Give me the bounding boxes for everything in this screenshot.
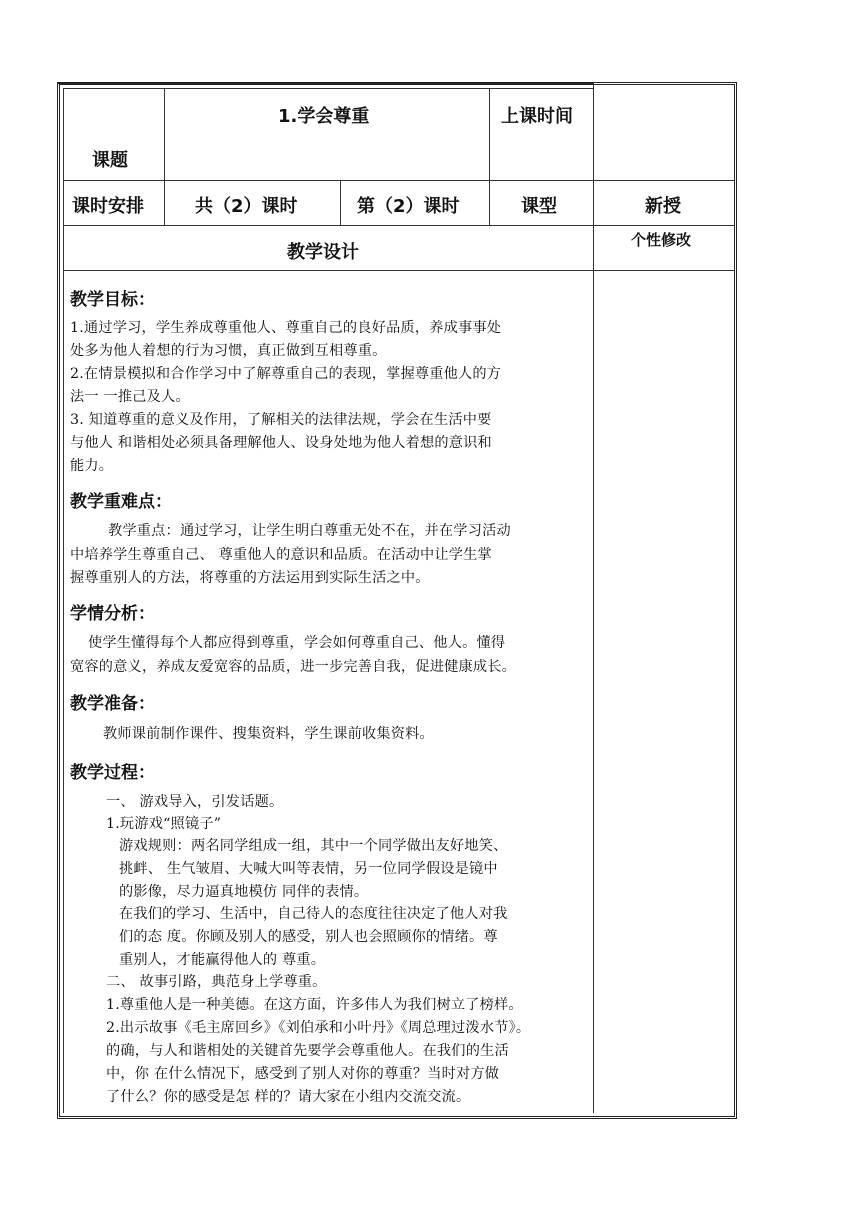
key-points-title: 教学重难点：: [70, 492, 172, 512]
key-points-line: 中培养学生尊重自己、 尊重他人的意识和品质。在活动中让学生掌: [70, 547, 492, 563]
personal-edit-label: 个性修改: [631, 231, 692, 249]
objectives-line: 2.在情景模拟和合作学习中了解尊重自己的表现，掌握尊重他人的方: [70, 366, 502, 382]
lesson-type-label: 课型: [521, 196, 557, 217]
process-line: 的影像，尽力逼真地模仿 同伴的表情。: [119, 884, 369, 900]
process-line: 了什么？你的感受是怎 样的？请大家在小组内交流交流。: [106, 1089, 471, 1105]
class-time-label: 上课时间: [501, 106, 573, 127]
topic-value: 1.学会尊重: [278, 106, 370, 127]
objectives-line: 1.通过学习，学生养成尊重他人、尊重自己的良好品质，养成事事处: [70, 320, 502, 336]
col-line-left: [63, 88, 64, 1113]
objectives-line: 能力。: [70, 458, 114, 474]
process-line: 1.玩游戏“照镜子”: [106, 816, 222, 832]
col-line-3: [489, 88, 490, 225]
preparation-title: 教学准备：: [70, 694, 155, 714]
analysis-title: 学情分析：: [70, 604, 155, 624]
analysis-line: 宽容的意义，养成友爱宽容的品质，进一步完善自我，促进健康成长。: [70, 659, 517, 675]
key-points-line: 握尊重别人的方法，将尊重的方法运用到实际生活之中。: [70, 570, 430, 586]
topic-label: 课题: [92, 150, 128, 171]
table-top-border: [57, 82, 593, 84]
objectives-line: 与他人 和谐相处必须具备理解他人、设身处地为他人着想的意识和: [70, 435, 492, 451]
row-line-2: [63, 225, 734, 226]
row-line-3: [63, 270, 734, 271]
objectives-title: 教学目标：: [70, 290, 155, 310]
process-line: 重别人，才能赢得他人的 尊重。: [119, 952, 326, 968]
col-line-4: [593, 82, 594, 1113]
current-period: 第（2）课时: [357, 196, 460, 217]
analysis-line: 使学生懂得每个人都应得到尊重，学会如何尊重自己、他人。懂得: [88, 635, 506, 651]
process-line: 二、 故事引路，典范身上学尊重。: [106, 974, 327, 990]
objectives-line: 法一 一推己及人。: [70, 389, 190, 405]
col-line-1: [164, 88, 165, 225]
key-points-line: 教学重点：通过学习，让学生明白尊重无处不在，并在学习活动: [108, 523, 511, 539]
objectives-line: 3. 知道尊重的意义及作用，了解相关的法律法规，学会在生活中要: [70, 412, 492, 428]
total-periods: 共（2）课时: [195, 196, 298, 217]
process-line: 1.尊重他人是一种美德。在这方面，许多伟人为我们树立了榜样。: [106, 997, 523, 1013]
process-line: 们的态 度。你顾及别人的感受，别人也会照顾你的情绪。尊: [119, 929, 498, 945]
process-line: 的确，与人和谐相处的关键首先要学会尊重他人。在我们的生活: [106, 1043, 509, 1059]
process-line: 挑衅、 生气皱眉、大喊大叫等表情，另一位同学假设是镜中: [119, 861, 498, 877]
process-line: 一、 游戏导入，引发话题。: [106, 794, 284, 810]
preparation-line: 教师课前制作课件、搜集资料，学生课前收集资料。: [103, 726, 434, 742]
objectives-line: 处多为他人着想的行为习惯，真正做到互相尊重。: [70, 343, 387, 359]
process-line: 在我们的学习、生活中，自己待人的态度往往决定了他人对我: [119, 906, 508, 922]
row-line-top: [63, 88, 593, 89]
process-title: 教学过程：: [70, 763, 155, 783]
schedule-label: 课时安排: [72, 196, 144, 217]
process-line: 2.出示故事《毛主席回乡》《刘伯承和小叶丹》《周总理过泼水节》。: [106, 1020, 531, 1036]
process-line: 游戏规则：两名同学组成一组，其中一个同学做出友好地笑、: [119, 838, 508, 854]
lesson-type-value: 新授: [645, 196, 681, 217]
process-line: 中，你 在什么情况下，感受到了别人对你的尊重？当时对方做: [106, 1066, 500, 1082]
design-label: 教学设计: [287, 242, 359, 263]
col-line-2: [340, 180, 341, 225]
